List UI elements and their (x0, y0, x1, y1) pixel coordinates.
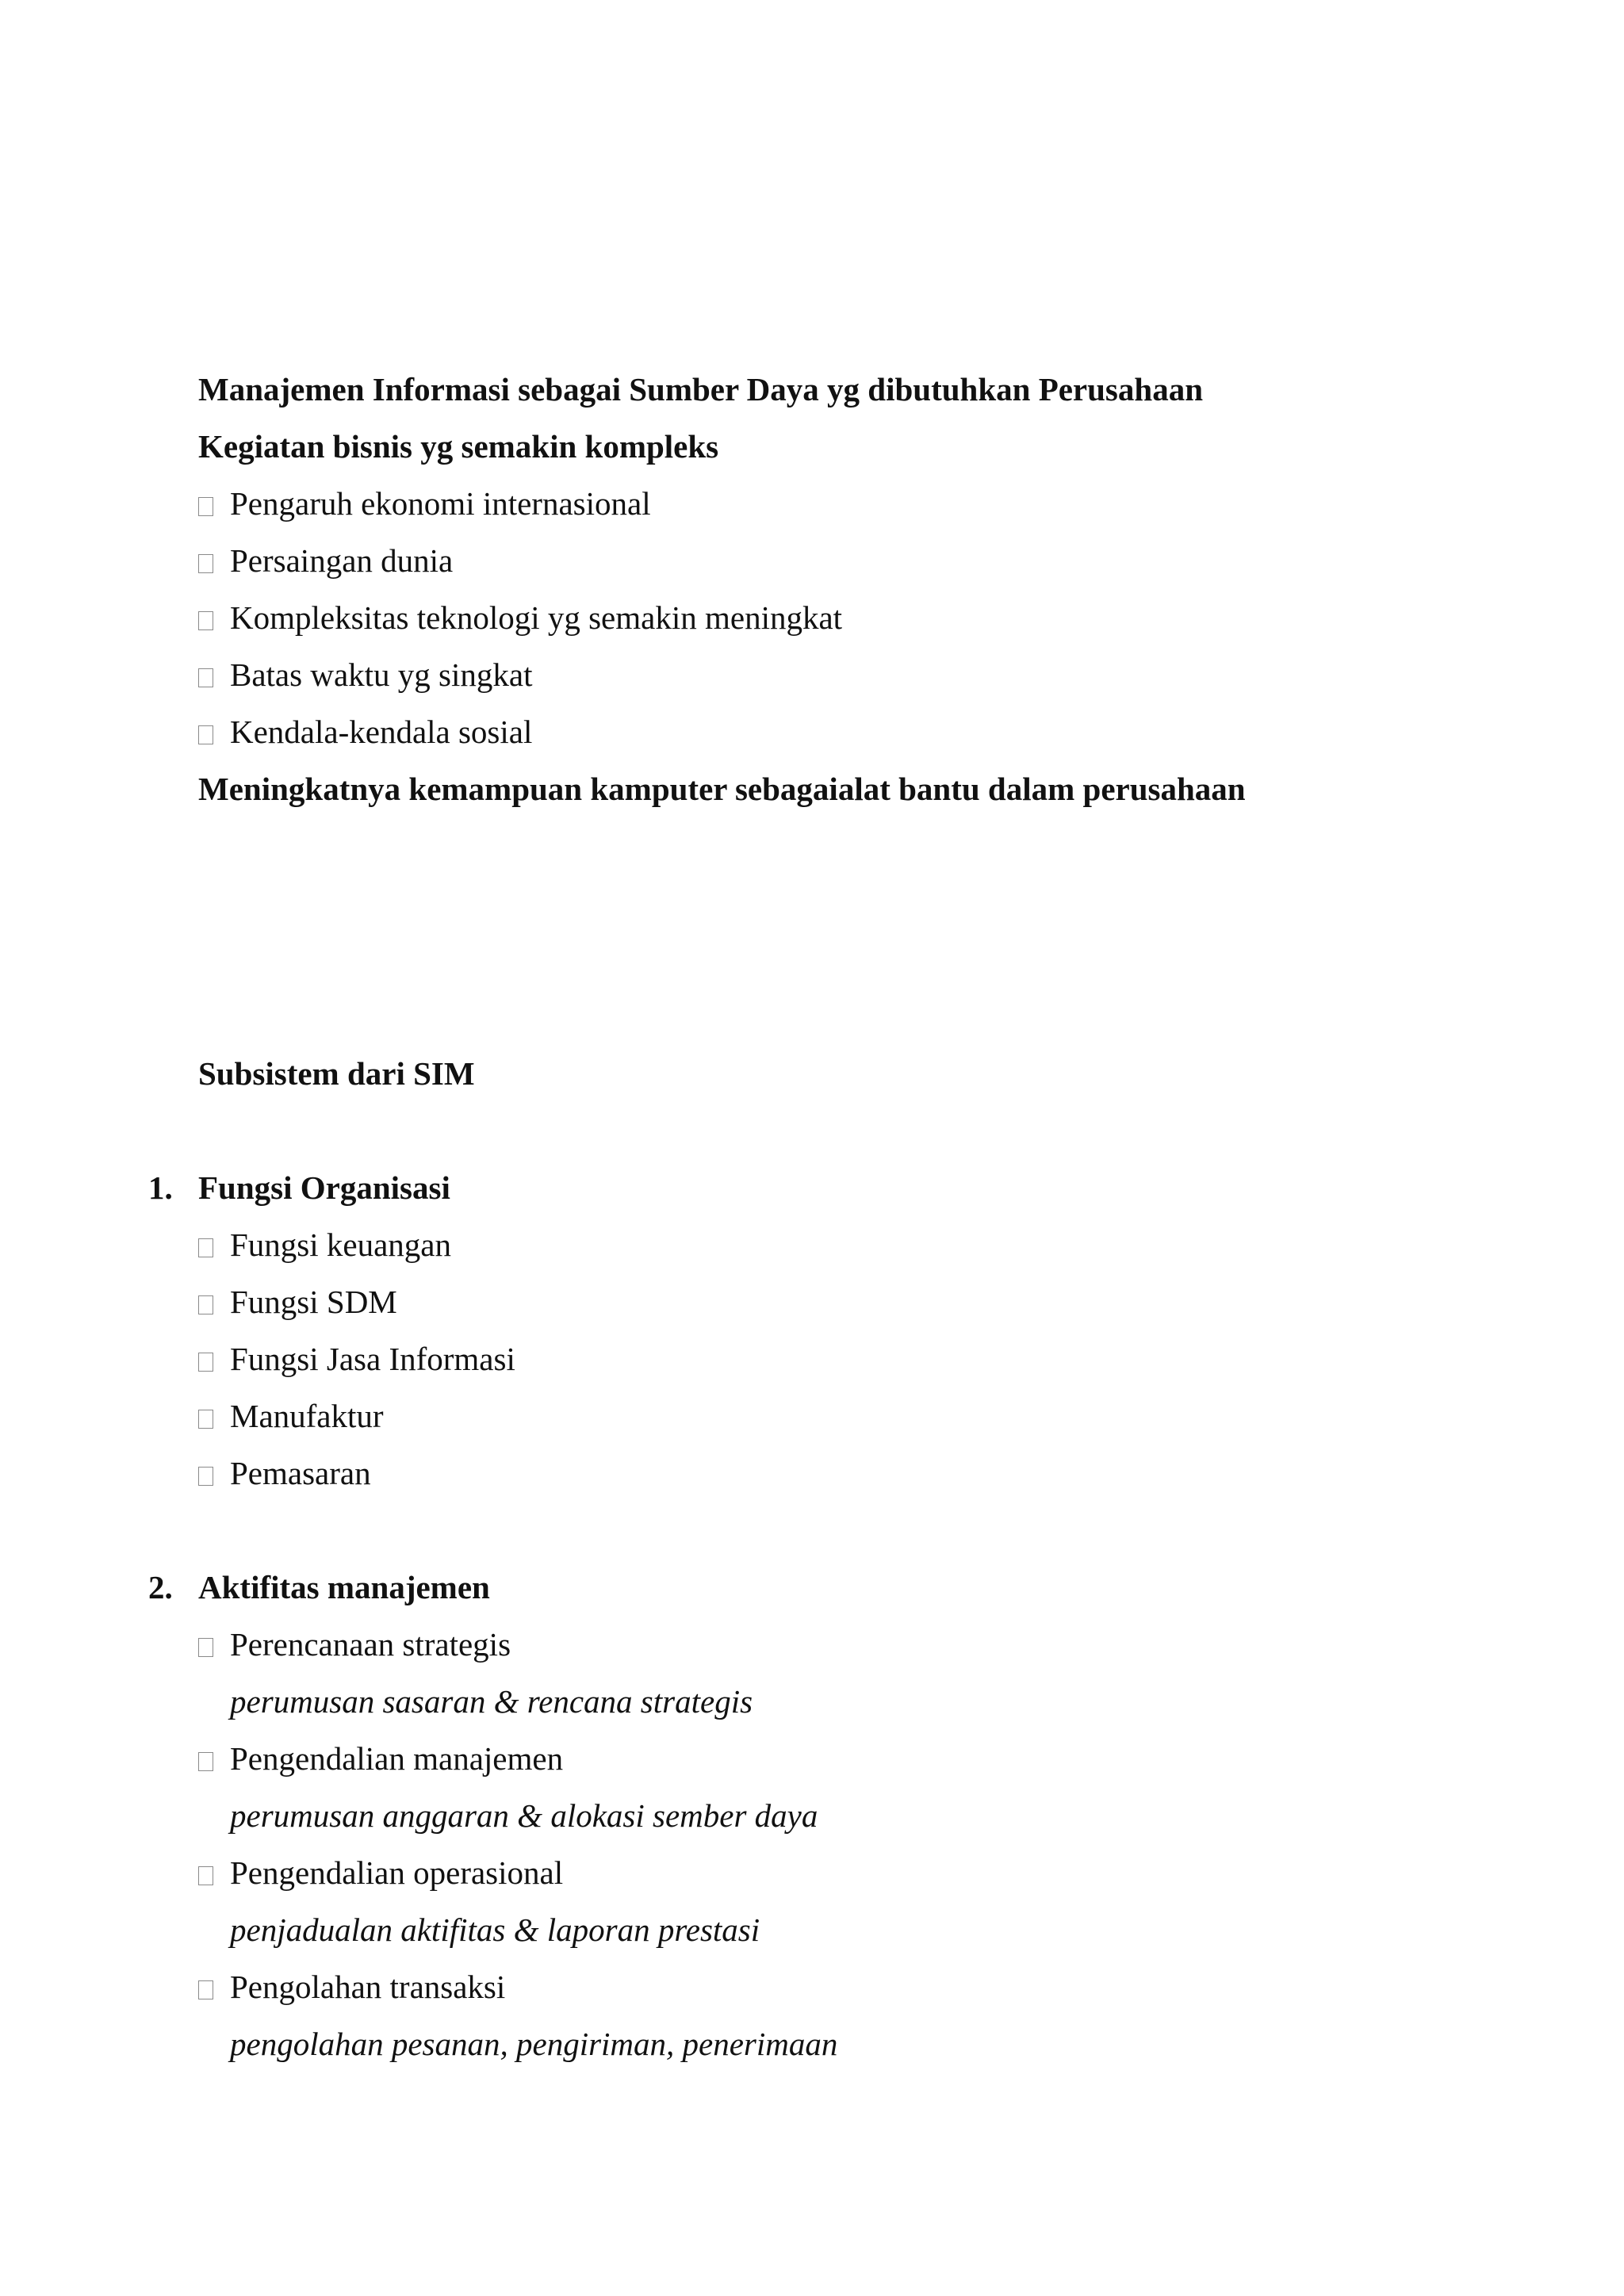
list-item (198, 483, 651, 524)
list-item (198, 1395, 384, 1437)
missing-glyph-box-icon (198, 1852, 230, 1893)
subsystem-heading: Subsistem dari SIM (198, 1055, 475, 1092)
missing-glyph-box-icon (198, 1224, 230, 1265)
list-item-label: Fungsi keuangan (230, 1226, 451, 1263)
section-title: Fungsi Organisasi (198, 1169, 450, 1206)
list-item-label: Pengendalian operasional (230, 1854, 564, 1891)
list-item-label: Persaingan dunia (230, 542, 454, 579)
list-item-label: Manufaktur (230, 1398, 384, 1434)
list-item (198, 1738, 563, 1779)
list-item (198, 1852, 563, 1893)
list-item (198, 654, 532, 695)
list-item (198, 1281, 397, 1322)
missing-glyph-box-icon (198, 540, 230, 581)
list-item-label: Pengolahan transaksi (230, 1969, 506, 2005)
list-item-label: Perencanaan strategis (230, 1626, 511, 1663)
missing-glyph-box-icon (198, 483, 230, 524)
section-number: 2. (148, 1569, 173, 1605)
list-item (198, 1338, 515, 1380)
list-item (198, 1966, 505, 2007)
list-item (198, 540, 453, 581)
section-title: Aktifitas manajemen (198, 1569, 490, 1605)
list-item-note: perumusan sasaran & rencana strategis (230, 1683, 753, 1720)
list-item-note: penjadualan aktifitas & laporan prestasi (230, 1911, 760, 1948)
list-item-label: Kendala-kendala sosial (230, 714, 533, 750)
list-item-label: Batas waktu yg singkat (230, 656, 533, 693)
document-title: Manajemen Informasi sebagai Sumber Daya yg dibutuhkan Perusahaan (198, 371, 1203, 408)
missing-glyph-box-icon (198, 1395, 230, 1437)
list-item-label: Kompleksitas teknologi yg semakin meningkat (230, 599, 843, 636)
missing-glyph-box-icon (198, 1624, 230, 1665)
missing-glyph-box-icon (198, 1281, 230, 1322)
list-item (198, 1452, 371, 1494)
section-heading (148, 1567, 490, 1608)
list-item (198, 1624, 511, 1665)
section-number: 1. (148, 1169, 173, 1206)
list-item-note: pengolahan pesanan, pengiriman, penerimaan (230, 2026, 838, 2062)
list-item (198, 1224, 451, 1265)
list-item-note: perumusan anggaran & alokasi sember daya (230, 1797, 818, 1834)
missing-glyph-box-icon (198, 1452, 230, 1494)
missing-glyph-box-icon (198, 1338, 230, 1380)
missing-glyph-box-icon (198, 711, 230, 752)
missing-glyph-box-icon (198, 1738, 230, 1779)
closing-statement: Meningkatnya kemampuan kamputer sebagaialat bantu dalam perusahaan (198, 771, 1246, 807)
missing-glyph-box-icon (198, 597, 230, 638)
section-heading (148, 1167, 450, 1208)
missing-glyph-box-icon (198, 654, 230, 695)
missing-glyph-box-icon (198, 1966, 230, 2007)
list-item-label: Fungsi SDM (230, 1284, 397, 1320)
section-subtitle: Kegiatan bisnis yg semakin kompleks (198, 428, 719, 465)
list-item (198, 711, 532, 752)
list-item-label: Pengendalian manajemen (230, 1740, 564, 1777)
list-item-label: Pemasaran (230, 1455, 371, 1491)
list-item-label: Pengaruh ekonomi internasional (230, 485, 651, 522)
list-item (198, 597, 842, 638)
list-item-label: Fungsi Jasa Informasi (230, 1341, 515, 1377)
